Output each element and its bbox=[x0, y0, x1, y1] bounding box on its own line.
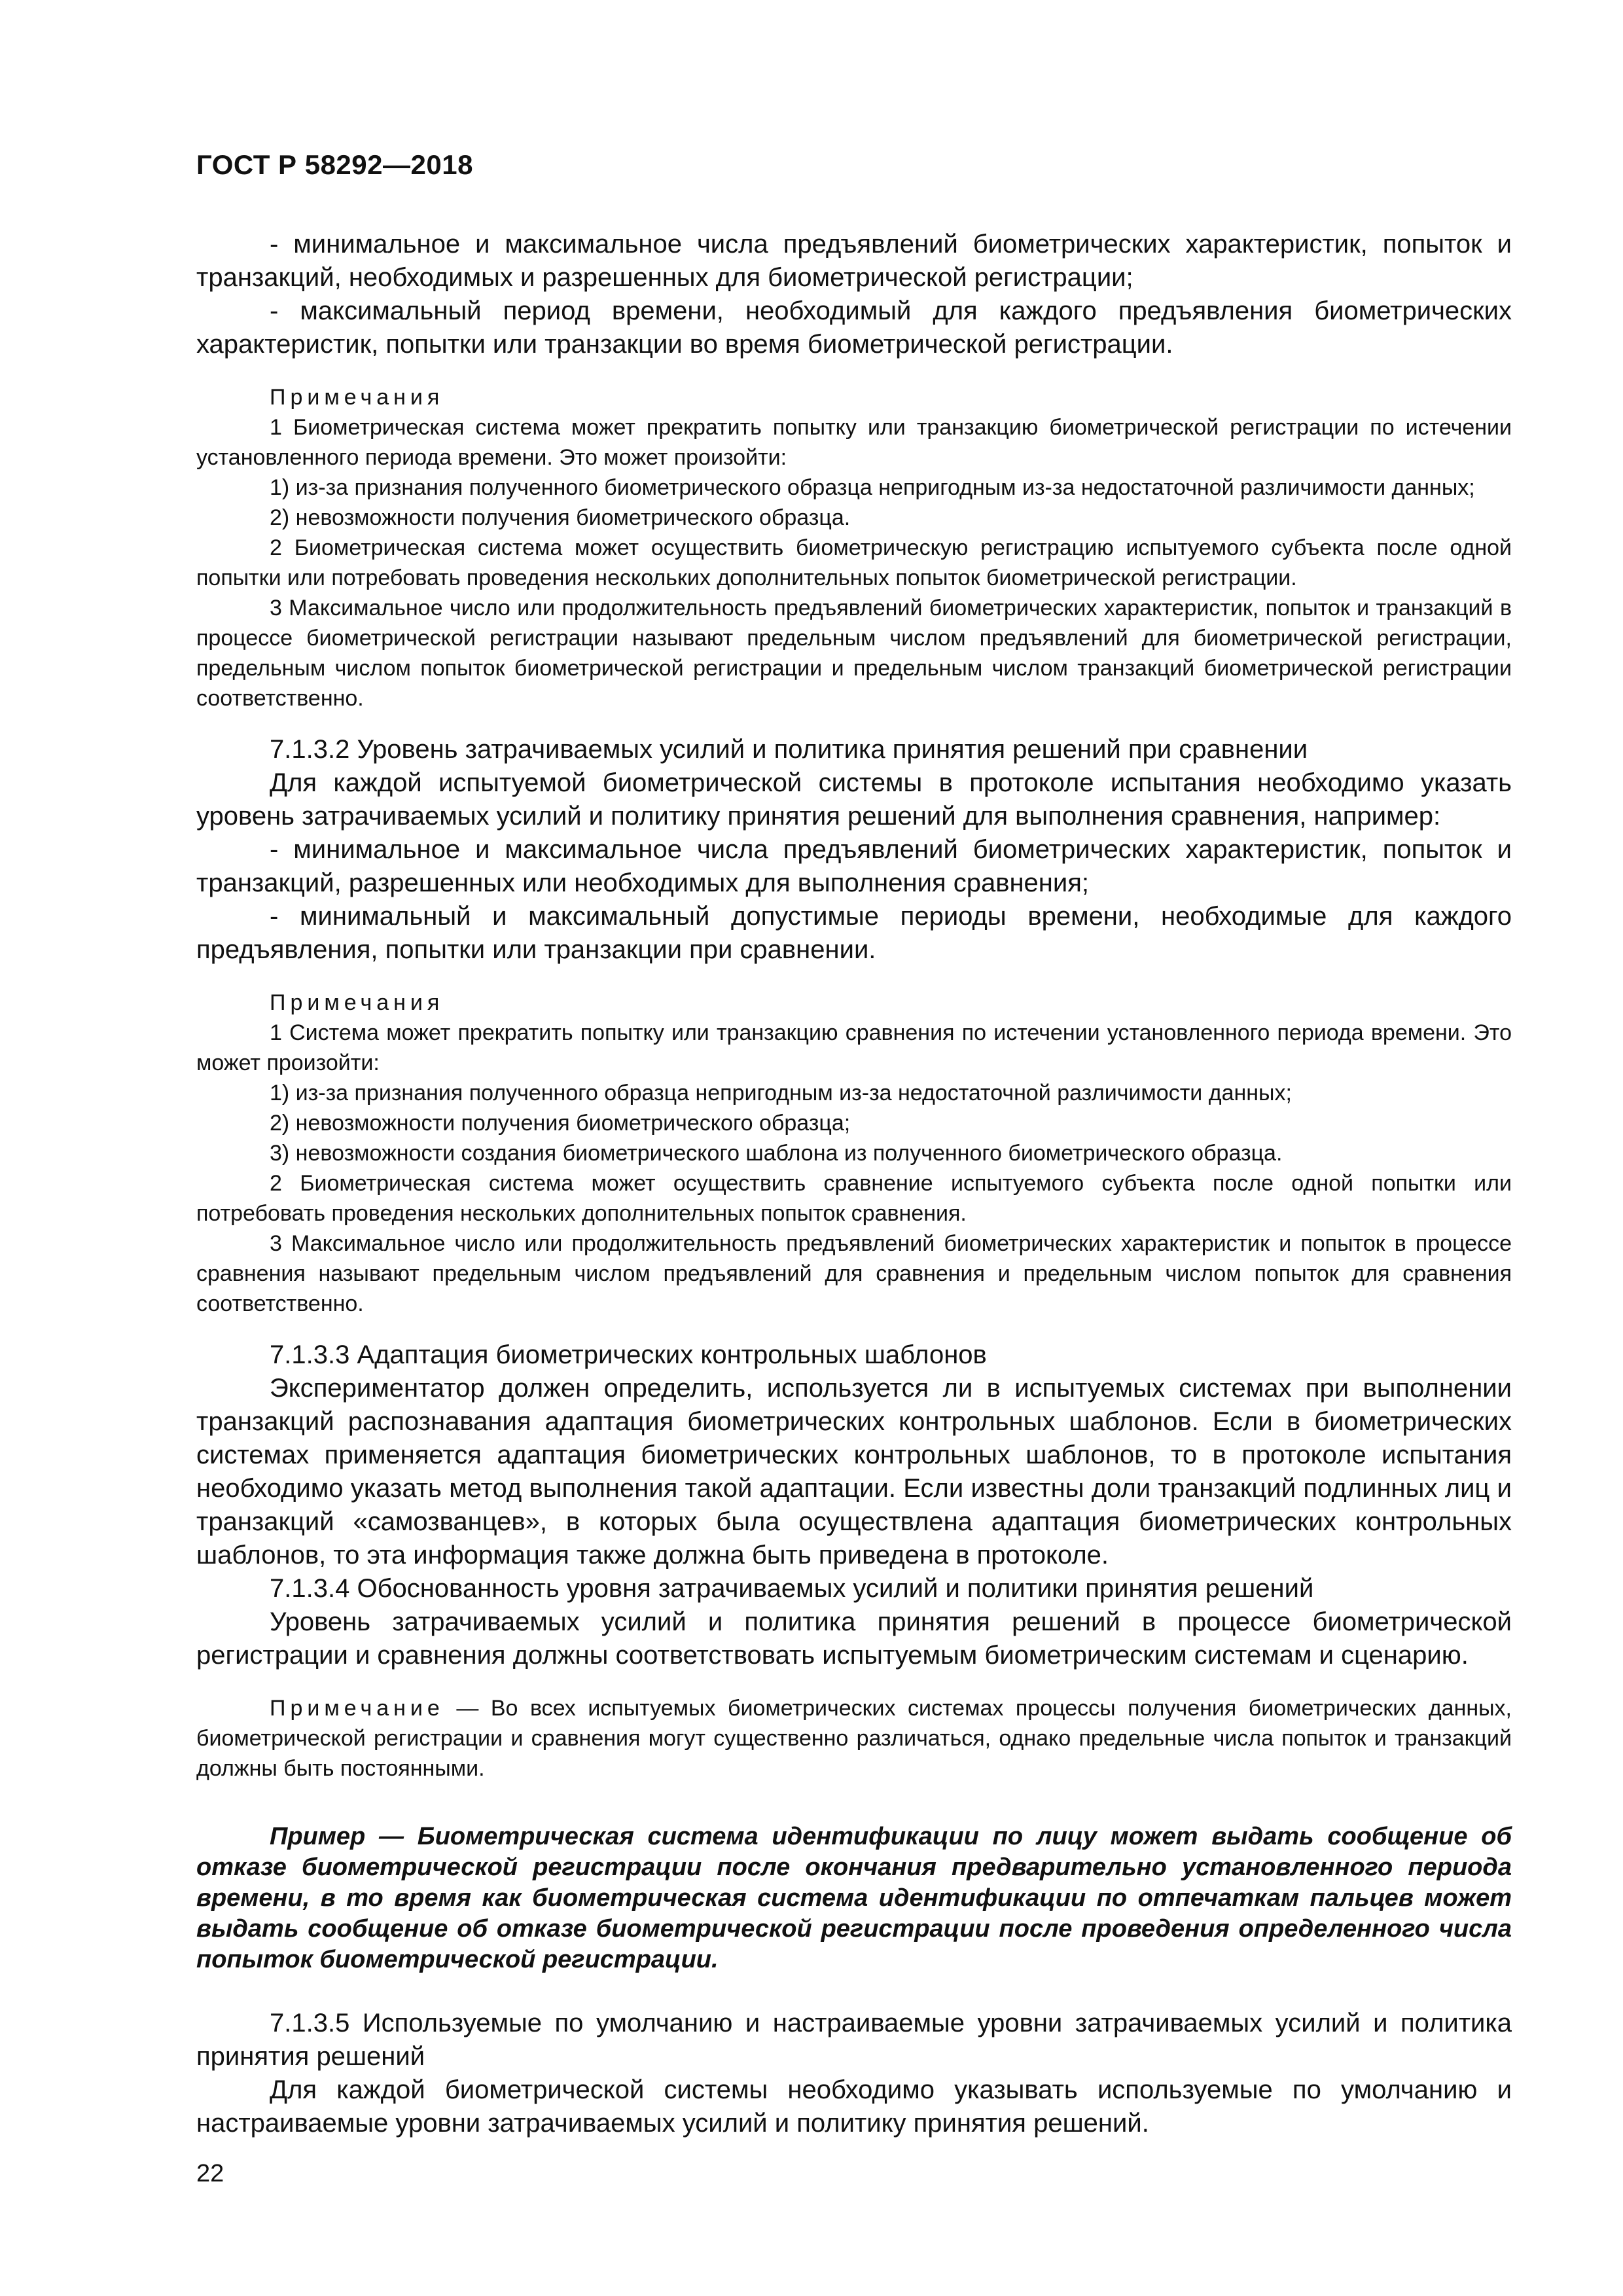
note-item: 2) невозможности получения биометрического образца; bbox=[270, 1111, 851, 1136]
notes-title: Примечания bbox=[270, 990, 444, 1015]
paragraph: Уровень затрачиваемых усилий и политика принятия решений в процессе биометрической регистрации и сравнения должны соответствовать испытуемым биометрическим системам и сценарию. bbox=[196, 1607, 1512, 1670]
page-number: 22 bbox=[196, 2160, 224, 2187]
document-page bbox=[196, 131, 1512, 2188]
example-paragraph: Пример — Биометрическая система идентификации по лицу может выдать сообщение об отказе биометрической регистрации после окончания предварительно установленного периода времени, в то время как биометрическая система идентификации по отпечаткам пальцев может выдать сообщение об отказе биометрической регистрации после проведения определенного числа попыток биометрической регистрации. bbox=[196, 1823, 1512, 1973]
paragraph: Для каждой биометрической системы необходимо указывать используемые по умолчанию и настраиваемые уровни затрачиваемых усилий и политику принятия решений. bbox=[196, 2075, 1512, 2138]
paragraph: Экспериментатор должен определить, используется ли в испытуемых системах при выполнении транзакций распознавания адаптация биометрических контрольных шаблонов. Если в биометрических системах применяется адаптация биометрических контрольных шаблонов, то в протоколе испытания необходимо указать метод выполнения такой адаптации. Если известны доли транзакций подлинных лиц и транзакций «самозванцев», в которых была осуществлена адаптация биометрических контрольных шаблонов, то эта информация также должна быть приведена в протоколе. bbox=[196, 1374, 1512, 1570]
section-heading: 7.1.3.3 Адаптация биометрических контрольных шаблонов bbox=[270, 1340, 987, 1369]
paragraph: Для каждой испытуемой биометрической системы в протоколе испытания необходимо указать уровень затрачиваемых усилий и политику принятия решений для выполнения сравнения, например: bbox=[196, 768, 1512, 831]
notes-block-enrollment bbox=[196, 382, 1512, 713]
notes-block-comparison bbox=[196, 988, 1512, 1319]
section-7-1-3-3 bbox=[196, 1338, 1512, 1572]
note-item: 2) невозможности получения биометрического образца. bbox=[270, 505, 851, 530]
section-7-1-3-2 bbox=[196, 733, 1512, 967]
note-item: 2 Биометрическая система может осуществить биометрическую регистрацию испытуемого субъекта после одной попытки или потребовать проведения нескольких дополнительных попыток биометрической регистрации. bbox=[196, 535, 1512, 590]
list-item: - минимальный и максимальный допустимые периоды времени, необходимые для каждого предъявления, попытки или транзакции при сравнении. bbox=[196, 902, 1512, 964]
note-item bbox=[196, 1693, 1512, 1784]
list-item: - минимальное и максимальное числа предъявлений биометрических характеристик, попыток и транзакций, необходимых и разрешенных для биометрической регистрации; bbox=[196, 230, 1512, 292]
note-item: 2 Биометрическая система может осуществить сравнение испытуемого субъекта после одной попытки или потребовать проведения нескольких дополнительных попыток сравнения. bbox=[196, 1171, 1512, 1226]
note-label: Примечание bbox=[270, 1696, 444, 1721]
document-header: ГОСТ Р 58292—2018 bbox=[196, 149, 473, 180]
note-text: — Во всех испытуемых биометрических системах процессы получения биометрических данных, биометрической регистрации и сравнения могут существенно различаться, однако предельные числа попыток и транзакций должны быть постоянными. bbox=[196, 1696, 1512, 1781]
note-item: 3) невозможности создания биометрического шаблона из полученного биометрического образца. bbox=[270, 1141, 1283, 1166]
section-heading: 7.1.3.2 Уровень затрачиваемых усилий и политика принятия решений при сравнении bbox=[270, 735, 1308, 764]
note-item: 3 Максимальное число или продолжительность предъявлений биометрических характеристик и попыток в процессе сравнения называют предельным числом предъявлений для сравнения и предельным числом попыток для сравнения соответственно. bbox=[196, 1231, 1512, 1316]
note-single bbox=[196, 1693, 1512, 1784]
section-heading: 7.1.3.4 Обоснованность уровня затрачиваемых усилий и политики принятия решений bbox=[270, 1574, 1314, 1603]
note-item: 1 Система может прекратить попытку или транзакцию сравнения по истечении установленного периода времени. Это может произойти: bbox=[196, 1020, 1512, 1075]
notes-title: Примечания bbox=[270, 385, 444, 410]
list-item: - максимальный период времени, необходимый для каждого предъявления биометрических характеристик, попытки или транзакции во время биометрической регистрации. bbox=[196, 296, 1512, 359]
note-item: 1) из-за признания полученного биометрического образца непригодным из-за недостаточной различимости данных; bbox=[270, 475, 1475, 500]
note-item: 3 Максимальное число или продолжительность предъявлений биометрических характеристик, попыток и транзакций в процессе биометрической регистрации называют предельным числом предъявлений для биометрической регистрации, предельным числом попыток биометрической регистрации и предельным числом транзакций биометрической регистрации соответственно. bbox=[196, 596, 1512, 711]
section-heading: 7.1.3.5 Используемые по умолчанию и настраиваемые уровни затрачиваемых усилий и политика принятия решений bbox=[196, 2009, 1512, 2071]
enrollment-requirements-list bbox=[196, 228, 1512, 361]
list-item: - минимальное и максимальное числа предъявлений биометрических характеристик, попыток и транзакций, разрешенных или необходимых для выполнения сравнения; bbox=[196, 835, 1512, 897]
note-item: 1) из-за признания полученного образца непригодным из-за недостаточной различимости данных; bbox=[270, 1081, 1292, 1105]
note-item: 1 Биометрическая система может прекратить попытку или транзакцию биометрической регистрации по истечении установленного периода времени. Это может произойти: bbox=[196, 415, 1512, 470]
section-7-1-3-5 bbox=[196, 2007, 1512, 2140]
section-7-1-3-4 bbox=[196, 1572, 1512, 1672]
